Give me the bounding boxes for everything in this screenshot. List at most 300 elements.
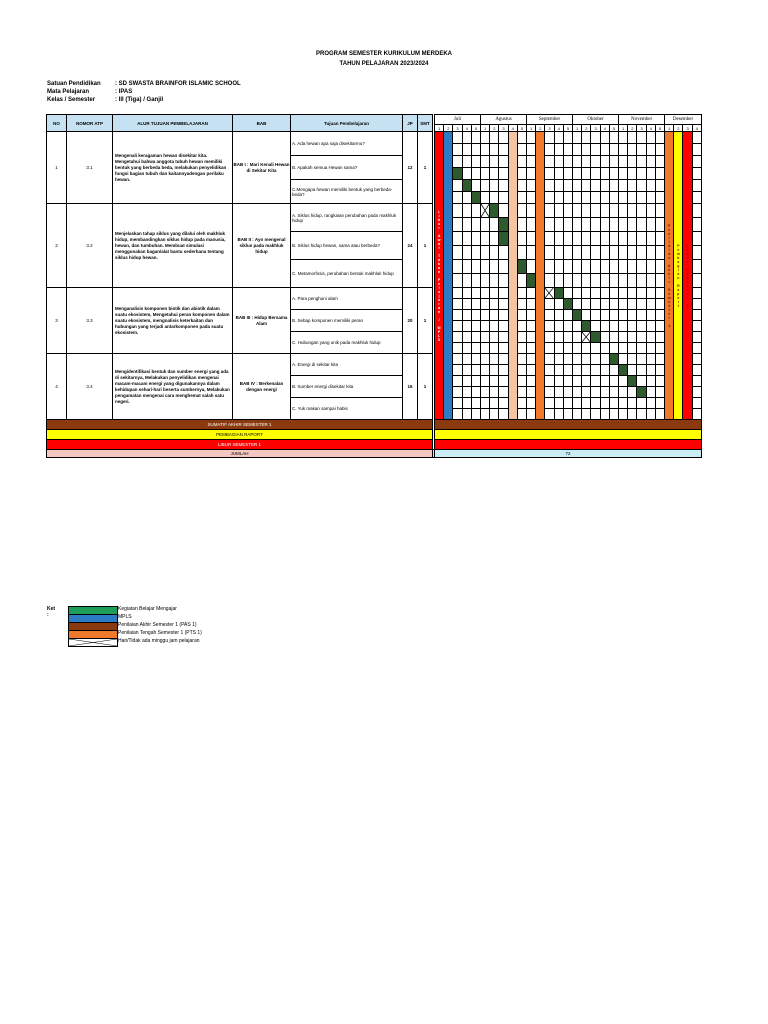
week-number: 2 bbox=[628, 125, 637, 132]
col-alur: ALUR TUJUAN PEMBELAJARAN bbox=[113, 115, 233, 132]
schedule-cell bbox=[582, 409, 591, 420]
identity-value: : III (Tiga) / Ganjil bbox=[115, 97, 164, 103]
schedule-cell bbox=[646, 343, 655, 354]
schedule-cell bbox=[481, 321, 490, 332]
schedule-cell bbox=[462, 409, 471, 420]
schedule-cell bbox=[637, 192, 646, 204]
schedule-cell bbox=[554, 365, 563, 376]
schedule-cell-holiday bbox=[545, 288, 554, 299]
schedule-cell bbox=[554, 246, 563, 260]
schedule-cell bbox=[600, 204, 609, 218]
schedule-cell bbox=[628, 398, 637, 409]
schedule-cell bbox=[655, 398, 664, 409]
schedule-cell bbox=[563, 310, 572, 321]
schedule-cell bbox=[527, 288, 536, 299]
schedule-cell bbox=[600, 144, 609, 156]
schedule-cell bbox=[527, 354, 536, 365]
schedule-cell bbox=[573, 299, 582, 310]
schedule-cell bbox=[582, 156, 591, 168]
schedule-cell bbox=[499, 387, 508, 398]
week-number: 3 bbox=[683, 125, 692, 132]
week-number: 4 bbox=[600, 125, 609, 132]
schedule-cell bbox=[637, 354, 646, 365]
week-number: 5 bbox=[517, 125, 526, 132]
schedule-cell bbox=[499, 321, 508, 332]
schedule-cell bbox=[527, 321, 536, 332]
row-alur: Menjelaskan tahap siklus yang dilalui oleh makhluk hidup, membandingkan siklus hidup pada manusia, hewan, dan tumbuhan. Membuat simulasi menggunakan bagan/alat bantu sederhana tentang siklus hidup hewan. bbox=[113, 204, 233, 288]
schedule-cell bbox=[471, 343, 480, 354]
identity-value: : SD SWASTA BRAINFOR ISLAMIC SCHOOL bbox=[115, 81, 241, 87]
schedule-column-rd bbox=[683, 132, 692, 420]
schedule-cell bbox=[563, 398, 572, 409]
schedule-cell bbox=[554, 343, 563, 354]
week-number: 3 bbox=[453, 125, 462, 132]
schedule-cell bbox=[582, 232, 591, 246]
schedule-cell bbox=[573, 132, 582, 144]
schedule-cell bbox=[600, 180, 609, 192]
summary-label: SUMATIF AKHIR SEMESTER 1 bbox=[47, 420, 433, 430]
schedule-cell bbox=[619, 218, 628, 232]
schedule-cell bbox=[619, 354, 628, 365]
legend-item bbox=[68, 606, 368, 614]
schedule-cell bbox=[563, 365, 572, 376]
schedule-cell bbox=[646, 288, 655, 299]
schedule-cell bbox=[609, 365, 618, 376]
schedule-cell bbox=[646, 299, 655, 310]
row-tujuan: B. Siklus hidup hewan, sama atau berbeda? bbox=[291, 232, 403, 260]
schedule-cell bbox=[646, 332, 655, 343]
schedule-cell bbox=[462, 299, 471, 310]
schedule-cell bbox=[609, 376, 618, 387]
schedule-cell bbox=[462, 343, 471, 354]
schedule-cell bbox=[628, 310, 637, 321]
schedule-cell bbox=[481, 156, 490, 168]
schedule-column-rd bbox=[435, 132, 444, 420]
schedule-cell bbox=[573, 260, 582, 274]
schedule-cell bbox=[490, 180, 499, 192]
schedule-cell bbox=[573, 246, 582, 260]
identity-key: Mata Pelajaran bbox=[47, 89, 90, 95]
schedule-cell bbox=[609, 246, 618, 260]
schedule-cell bbox=[628, 288, 637, 299]
schedule-cell bbox=[527, 180, 536, 192]
schedule-cell bbox=[499, 204, 508, 218]
col-bab: BAB bbox=[233, 115, 291, 132]
schedule-cell bbox=[563, 204, 572, 218]
schedule-cell bbox=[462, 354, 471, 365]
week-number: 2 bbox=[490, 125, 499, 132]
schedule-cell bbox=[453, 288, 462, 299]
schedule-cell bbox=[499, 144, 508, 156]
schedule-cell bbox=[554, 274, 563, 288]
schedule-cell bbox=[471, 387, 480, 398]
schedule-cell bbox=[573, 332, 582, 343]
schedule-cell bbox=[481, 332, 490, 343]
schedule-cell bbox=[692, 274, 701, 288]
schedule-cell bbox=[609, 321, 618, 332]
schedule-cell bbox=[471, 310, 480, 321]
schedule-cell bbox=[637, 232, 646, 246]
schedule-cell bbox=[471, 365, 480, 376]
legend-item bbox=[68, 638, 368, 646]
schedule-cell bbox=[628, 387, 637, 398]
legend-title: Ket : bbox=[47, 606, 56, 618]
schedule-cell bbox=[499, 299, 508, 310]
schedule-cell bbox=[481, 180, 490, 192]
schedule-cell bbox=[471, 299, 480, 310]
schedule-cell bbox=[573, 387, 582, 398]
schedule-cell bbox=[481, 132, 490, 144]
schedule-cell bbox=[573, 354, 582, 365]
schedule-cell-active bbox=[637, 387, 646, 398]
schedule-cell-active bbox=[462, 180, 471, 192]
schedule-cell bbox=[490, 343, 499, 354]
schedule-cell bbox=[582, 310, 591, 321]
schedule-cell bbox=[619, 343, 628, 354]
schedule-cell bbox=[545, 232, 554, 246]
schedule-cell bbox=[517, 398, 526, 409]
month-header: Juli bbox=[435, 115, 481, 125]
schedule-cell bbox=[655, 409, 664, 420]
schedule-cell bbox=[545, 274, 554, 288]
schedule-cell-active bbox=[573, 310, 582, 321]
schedule-cell bbox=[692, 246, 701, 260]
schedule-cell bbox=[600, 288, 609, 299]
schedule-cell-active bbox=[471, 192, 480, 204]
schedule-cell bbox=[655, 288, 664, 299]
schedule-cell bbox=[517, 409, 526, 420]
schedule-cell bbox=[573, 180, 582, 192]
schedule-cell bbox=[527, 332, 536, 343]
schedule-cell bbox=[591, 192, 600, 204]
schedule-cell bbox=[692, 343, 701, 354]
week-number: 3 bbox=[545, 125, 554, 132]
schedule-cell bbox=[527, 310, 536, 321]
schedule-cell bbox=[545, 376, 554, 387]
schedule-cell bbox=[499, 274, 508, 288]
schedule-cell bbox=[637, 204, 646, 218]
schedule-cell-active bbox=[527, 274, 536, 288]
schedule-cell bbox=[582, 299, 591, 310]
schedule-cell bbox=[619, 299, 628, 310]
schedule-cell bbox=[462, 144, 471, 156]
schedule-cell bbox=[462, 332, 471, 343]
table-row bbox=[47, 354, 702, 365]
schedule-cell bbox=[517, 354, 526, 365]
schedule-cell bbox=[527, 168, 536, 180]
schedule-column-yl bbox=[674, 132, 683, 420]
schedule-cell bbox=[527, 343, 536, 354]
schedule-cell bbox=[591, 218, 600, 232]
schedule-cell bbox=[554, 180, 563, 192]
row-smt: 1 bbox=[418, 204, 433, 288]
schedule-cell bbox=[499, 132, 508, 144]
schedule-cell bbox=[582, 144, 591, 156]
summary-row bbox=[47, 420, 702, 430]
week-number: 3 bbox=[591, 125, 600, 132]
schedule-cell bbox=[582, 204, 591, 218]
schedule-cell bbox=[490, 260, 499, 274]
schedule-cell bbox=[591, 246, 600, 260]
schedule-cell bbox=[499, 180, 508, 192]
schedule-cell bbox=[462, 310, 471, 321]
schedule-cell bbox=[637, 299, 646, 310]
schedule-cell bbox=[609, 332, 618, 343]
schedule-cell bbox=[573, 365, 582, 376]
schedule-cell bbox=[609, 299, 618, 310]
schedule-cell bbox=[490, 310, 499, 321]
schedule-cell bbox=[609, 288, 618, 299]
schedule-cell-active bbox=[517, 260, 526, 274]
schedule-cell bbox=[545, 310, 554, 321]
schedule-cell bbox=[517, 218, 526, 232]
schedule-cell bbox=[481, 354, 490, 365]
schedule-cell bbox=[453, 376, 462, 387]
schedule-cell bbox=[655, 260, 664, 274]
schedule-cell bbox=[563, 132, 572, 144]
schedule-cell bbox=[462, 288, 471, 299]
schedule-cell bbox=[609, 218, 618, 232]
schedule-cell bbox=[628, 218, 637, 232]
schedule-cell bbox=[554, 232, 563, 246]
schedule-cell bbox=[453, 332, 462, 343]
schedule-cell bbox=[628, 168, 637, 180]
schedule-cell-active bbox=[554, 288, 563, 299]
schedule-cell bbox=[637, 365, 646, 376]
schedule-cell bbox=[545, 246, 554, 260]
schedule-cell bbox=[692, 387, 701, 398]
schedule-cell bbox=[609, 409, 618, 420]
schedule-cell bbox=[471, 376, 480, 387]
row-tujuan: C. Yuk makan sampai habis bbox=[291, 398, 403, 420]
schedule-cell bbox=[471, 144, 480, 156]
schedule-cell bbox=[628, 321, 637, 332]
row-tujuan: C. Metamorfosis, perubahan bentuk makhluk hidup bbox=[291, 260, 403, 288]
legend-item bbox=[68, 614, 368, 622]
schedule-cell bbox=[591, 354, 600, 365]
schedule-cell bbox=[453, 387, 462, 398]
week-number: 5 bbox=[563, 125, 572, 132]
schedule-cell bbox=[517, 365, 526, 376]
schedule-cell bbox=[655, 274, 664, 288]
schedule-cell bbox=[573, 218, 582, 232]
schedule-cell bbox=[554, 387, 563, 398]
schedule-cell bbox=[545, 365, 554, 376]
schedule-cell bbox=[517, 310, 526, 321]
row-atp: 3.2 bbox=[67, 204, 113, 288]
schedule-cell bbox=[628, 204, 637, 218]
schedule-cell bbox=[499, 192, 508, 204]
vertical-label: Libur Awal Tahun Pelajaran / MPLS bbox=[437, 209, 442, 342]
schedule-cell bbox=[600, 299, 609, 310]
row-jp: 20 bbox=[403, 288, 418, 354]
schedule-cell bbox=[655, 180, 664, 192]
row-tujuan: C. Hubungan yang unik pada makhluk hidup bbox=[291, 332, 403, 354]
col-tujuan: Tujuan Pembelajaran bbox=[291, 115, 403, 132]
schedule-column-or bbox=[665, 132, 674, 420]
schedule-cell bbox=[563, 156, 572, 168]
vertical-label: Penilaian Akhir Semester 1 bbox=[667, 223, 672, 328]
schedule-cell bbox=[490, 168, 499, 180]
schedule-cell bbox=[628, 144, 637, 156]
schedule-cell bbox=[462, 321, 471, 332]
schedule-cell bbox=[490, 398, 499, 409]
legend-label: Penilaian Akhir Semester 1 (PAS 1) bbox=[118, 622, 197, 628]
schedule-cell bbox=[517, 343, 526, 354]
row-no: 1 bbox=[47, 132, 67, 204]
schedule-cell bbox=[619, 310, 628, 321]
schedule-cell bbox=[490, 144, 499, 156]
schedule-cell bbox=[481, 288, 490, 299]
schedule-cell bbox=[545, 132, 554, 144]
schedule-cell bbox=[628, 232, 637, 246]
schedule-cell bbox=[692, 218, 701, 232]
schedule-cell bbox=[646, 260, 655, 274]
schedule-cell bbox=[490, 132, 499, 144]
schedule-column-pe bbox=[508, 132, 517, 420]
schedule-cell bbox=[517, 332, 526, 343]
schedule-cell bbox=[637, 156, 646, 168]
schedule-cell bbox=[655, 204, 664, 218]
table-row bbox=[47, 132, 702, 144]
schedule-cell bbox=[628, 343, 637, 354]
schedule-cell bbox=[600, 376, 609, 387]
schedule-cell bbox=[692, 321, 701, 332]
legend-label: Penilaian Tengah Semester 1 (PTS 1) bbox=[118, 630, 202, 636]
schedule-cell bbox=[655, 144, 664, 156]
schedule-cell bbox=[619, 192, 628, 204]
schedule-cell bbox=[637, 218, 646, 232]
schedule-cell bbox=[481, 409, 490, 420]
schedule-cell bbox=[609, 398, 618, 409]
schedule-cell bbox=[591, 156, 600, 168]
summary-label: PEMBAGIAN RAPORT bbox=[47, 430, 433, 440]
schedule-cell bbox=[646, 354, 655, 365]
schedule-cell bbox=[619, 288, 628, 299]
legend-item bbox=[68, 630, 368, 638]
schedule-cell bbox=[453, 232, 462, 246]
schedule-cell bbox=[582, 398, 591, 409]
schedule-cell bbox=[692, 332, 701, 343]
schedule-cell-holiday bbox=[481, 204, 490, 218]
schedule-cell bbox=[692, 365, 701, 376]
schedule-cell bbox=[462, 204, 471, 218]
total-row bbox=[47, 450, 702, 458]
schedule-cell bbox=[609, 343, 618, 354]
schedule-cell bbox=[462, 156, 471, 168]
schedule-cell bbox=[692, 376, 701, 387]
schedule-cell bbox=[481, 274, 490, 288]
schedule-cell bbox=[628, 156, 637, 168]
row-no: 3 bbox=[47, 288, 67, 354]
schedule-cell bbox=[628, 246, 637, 260]
schedule-cell bbox=[563, 218, 572, 232]
table-row bbox=[47, 204, 702, 218]
schedule-cell bbox=[527, 132, 536, 144]
schedule-cell bbox=[490, 156, 499, 168]
schedule-cell bbox=[490, 232, 499, 246]
schedule-cell bbox=[563, 354, 572, 365]
week-number: 5 bbox=[471, 125, 480, 132]
schedule-cell bbox=[517, 192, 526, 204]
schedule-cell bbox=[655, 310, 664, 321]
schedule-cell bbox=[619, 376, 628, 387]
schedule-cell bbox=[600, 274, 609, 288]
schedule-cell bbox=[471, 218, 480, 232]
schedule-cell bbox=[462, 246, 471, 260]
schedule-cell bbox=[453, 299, 462, 310]
schedule-cell bbox=[545, 343, 554, 354]
schedule-cell bbox=[490, 288, 499, 299]
schedule-cell bbox=[655, 332, 664, 343]
week-number: 5 bbox=[655, 125, 664, 132]
schedule-cell bbox=[471, 168, 480, 180]
schedule-cell bbox=[692, 260, 701, 274]
schedule-cell bbox=[499, 156, 508, 168]
schedule-cell bbox=[591, 310, 600, 321]
schedule-cell bbox=[637, 246, 646, 260]
schedule-cell bbox=[499, 354, 508, 365]
schedule-cell bbox=[453, 260, 462, 274]
schedule-cell bbox=[646, 365, 655, 376]
week-number: 1 bbox=[665, 125, 674, 132]
schedule-cell bbox=[471, 232, 480, 246]
schedule-cell bbox=[600, 365, 609, 376]
row-tujuan: B. Sebap komponen memiliki peran bbox=[291, 310, 403, 332]
schedule-cell bbox=[646, 376, 655, 387]
schedule-cell bbox=[563, 168, 572, 180]
schedule-cell bbox=[609, 387, 618, 398]
col-smt: SMT bbox=[418, 115, 433, 132]
schedule-cell bbox=[545, 409, 554, 420]
schedule-cell bbox=[545, 260, 554, 274]
schedule-cell bbox=[591, 288, 600, 299]
summary-row bbox=[47, 440, 702, 450]
row-smt: 1 bbox=[418, 132, 433, 204]
schedule-cell bbox=[646, 168, 655, 180]
schedule-cell bbox=[637, 321, 646, 332]
week-number: 2 bbox=[536, 125, 545, 132]
vertical-label: Libur Semester 1 bbox=[685, 243, 690, 308]
row-tujuan: B. Sumber energi disekitar kita bbox=[291, 376, 403, 398]
schedule-cell bbox=[646, 232, 655, 246]
schedule-cell bbox=[554, 310, 563, 321]
schedule-cell bbox=[481, 168, 490, 180]
week-number: 2 bbox=[582, 125, 591, 132]
schedule-cell bbox=[471, 132, 480, 144]
summary-band bbox=[435, 420, 702, 430]
schedule-cell bbox=[527, 204, 536, 218]
schedule-cell-active bbox=[591, 332, 600, 343]
schedule-cell bbox=[453, 409, 462, 420]
row-jp: 16 bbox=[403, 354, 418, 420]
schedule-cell bbox=[545, 387, 554, 398]
schedule-cell bbox=[582, 246, 591, 260]
schedule-cell bbox=[490, 332, 499, 343]
row-tujuan: C.Mengapa hewan memiliki bentuk yang berbeda-beda? bbox=[291, 180, 403, 204]
vertical-label: Pembagian Raport bbox=[676, 243, 681, 308]
schedule-cell bbox=[591, 398, 600, 409]
schedule-cell bbox=[619, 332, 628, 343]
row-atp: 3.4 bbox=[67, 354, 113, 420]
schedule-cell bbox=[637, 180, 646, 192]
schedule-cell bbox=[471, 156, 480, 168]
schedule-cell bbox=[655, 376, 664, 387]
schedule-cell bbox=[499, 260, 508, 274]
row-tujuan: A. Energi di sekitar kita bbox=[291, 354, 403, 376]
week-number: 4 bbox=[646, 125, 655, 132]
schedule-cell bbox=[582, 260, 591, 274]
